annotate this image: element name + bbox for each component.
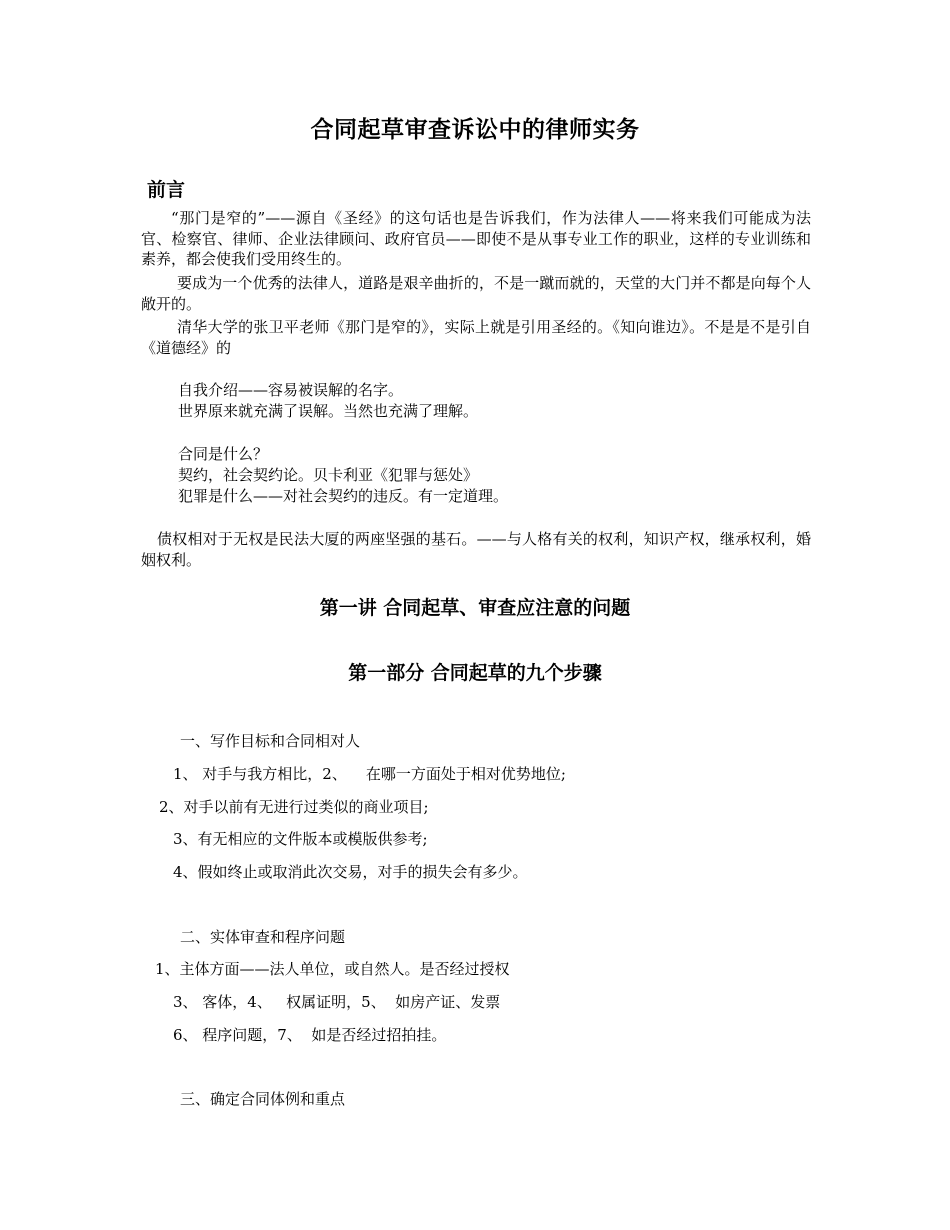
section-1-item: 3、有无相应的文件版本或模版供参考; xyxy=(173,830,428,848)
preface-paragraph-3: 清华大学的张卫平老师《那门是窄的》，实际上就是引用圣经的。《知向谁边》。不是是不是引自《道德经》的 xyxy=(141,318,811,357)
document-title: 合同起草审查诉讼中的律师实务 xyxy=(310,117,640,143)
preface-heading: 前言 xyxy=(147,179,186,201)
section-1-item: 1、 对手与我方相比，2、 在哪一方面处于相对优势地位; xyxy=(173,765,566,783)
section-2-title: 二、实体审查和程序问题 xyxy=(180,928,346,946)
preface-paragraph-1: “那门是窄的”——源自《圣经》的这句话也是告诉我们，作为法律人——将来我们可能成为法官、检察官、律师、企业法律顾问、政府官员——即使不是从事专业工作的职业，这样的专业训练和素养，都会使我们受用终生的。 xyxy=(141,209,811,268)
section-2-item: 3、 客体，4、 权属证明，5、 如房产证、发票 xyxy=(173,993,501,1011)
part-1-heading: 第一部分 合同起草的九个步骤 xyxy=(348,662,602,684)
section-1-item: 4、假如终止或取消此次交易，对手的损失会有多少。 xyxy=(173,863,528,881)
section-3-title: 三、确定合同体例和重点 xyxy=(180,1090,346,1108)
lecture-1-heading: 第一讲 合同起草、审查应注意的问题 xyxy=(319,597,631,619)
section-1-title: 一、写作目标和合同相对人 xyxy=(180,732,361,750)
section-2-item: 6、 程序问题，7、 如是否经过招拍挂。 xyxy=(173,1026,447,1044)
crime-definition-line: 犯罪是什么——对社会契约的违反。有一定道理。 xyxy=(178,487,509,505)
self-intro-line-2: 世界原来就充满了误解。当然也充满了理解。 xyxy=(178,402,479,420)
contract-question: 合同是什么？ xyxy=(178,445,269,463)
section-2-item: 1、主体方面——法人单位，或自然人。是否经过授权 xyxy=(155,960,510,978)
section-1-item: 2、对手以前有无进行过类似的商业项目; xyxy=(159,798,429,816)
social-contract-line: 契约，社会契约论。贝卡利亚《犯罪与惩处》 xyxy=(178,466,479,484)
preface-paragraph-4: 债权相对于无权是民法大厦的两座坚强的基石。——与人格有关的权利，知识产权，继承权利，婚姻权利。 xyxy=(141,530,811,569)
preface-paragraph-2: 要成为一个优秀的法律人，道路是艰辛曲折的，不是一蹴而就的，天堂的大门并不都是向每个人敞开的。 xyxy=(141,274,811,313)
self-intro-line-1: 自我介绍——容易被误解的名字。 xyxy=(178,381,404,399)
